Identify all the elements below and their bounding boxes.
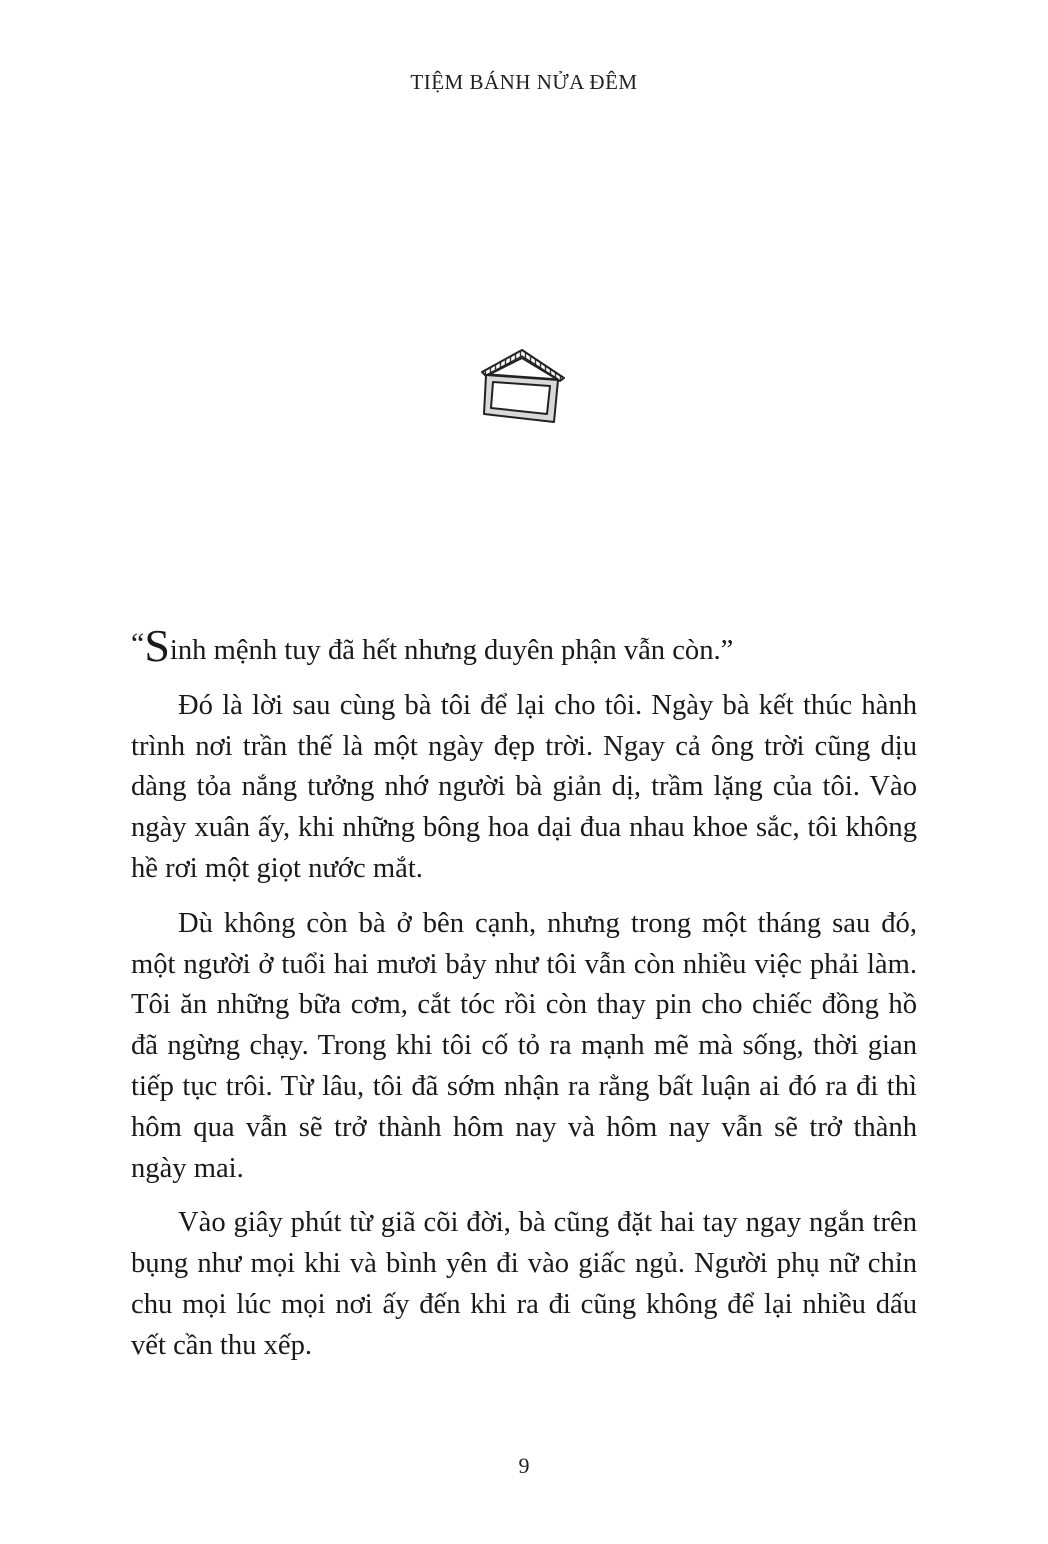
bakery-window-icon xyxy=(478,348,566,424)
page-number: 9 xyxy=(518,1453,530,1478)
running-header: TIỆM BÁNH NỬA ĐÊM xyxy=(410,70,638,94)
paragraph-3: Vào giây phút từ giã cõi đời, bà cũng đặt hai tay ngay ngắn trên bụng như mọi khi và bình yên đi vào giấc ngủ. Người phụ nữ chỉn chu mọi lúc mọi nơi ấy đến khi ra đi cũng không để lại nhiều dấu vết cần thu xếp. xyxy=(131,1207,917,1361)
paragraph-1: Đó là lời sau cùng bà tôi để lại cho tôi. Ngày bà kết thúc hành trình nơi trần thế là một ngày đẹp trời. Ngay cả ông trời cũng dịu dàng tỏa nắng tưởng nhớ người bà giản dị, trầm lặng của tôi. Vào ngày xuân ấy, khi những bông hoa dại đua nhau khoe sắc, tôi không hề rơi một giọt nước mắt. xyxy=(131,689,917,884)
opening-quote-mark: “ xyxy=(131,627,145,660)
opening-text: inh mệnh tuy đã hết nhưng duyên phận vẫn còn.” xyxy=(169,635,734,666)
opening-line xyxy=(131,620,917,672)
chapter-body xyxy=(131,620,917,1381)
drop-cap: S xyxy=(144,620,170,671)
paragraph-2: Dù không còn bà ở bên cạnh, nhưng trong một tháng sau đó, một người ở tuổi hai mươi bảy như tôi vẫn còn nhiều việc phải làm. Tôi ăn những bữa cơm, cắt tóc rồi còn thay pin cho chiếc đồng hồ đã ngừng chạy. Trong khi tôi cố tỏ ra mạnh mẽ mà sống, thời gian tiếp tục trôi. Từ lâu, tôi đã sớm nhận ra rằng bất luận ai đó ra đi thì hôm qua vẫn sẽ trở thành hôm nay và hôm nay vẫn sẽ trở thành ngày mai. xyxy=(131,907,917,1184)
